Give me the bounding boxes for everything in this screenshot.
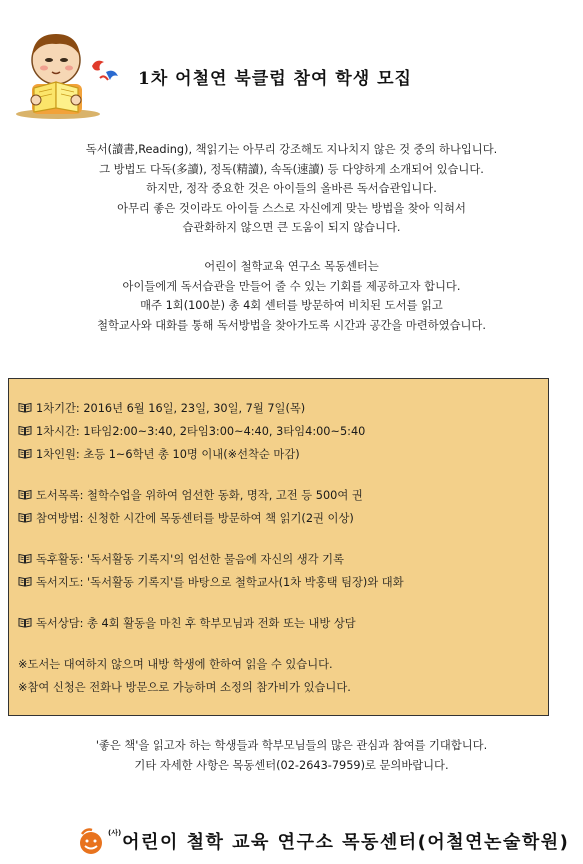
registered-mark: (사) bbox=[108, 829, 122, 837]
intro-line: 독서(讀書,Reading), 책읽기는 아무리 강조해도 지나치지 않은 것 중의 하나입니다. bbox=[85, 143, 498, 156]
intro-line: 아이들에게 독서습관을 만들어 줄 수 있는 기회를 제공하고자 합니다. bbox=[122, 279, 461, 293]
closing-text bbox=[0, 736, 583, 776]
organization-name bbox=[108, 828, 569, 854]
open-book-icon bbox=[18, 512, 32, 523]
closing-line: 기타 자세한 사항은 목동센터(02-2643-7959)로 문의바랍니다. bbox=[134, 759, 449, 772]
open-book-icon bbox=[18, 576, 32, 587]
info-item-guidance bbox=[18, 575, 404, 591]
info-time-text: 1차시간: 1타임2:00~3:40, 2타임3:00~4:40, 3타임4:00~5:40 bbox=[36, 425, 366, 438]
header bbox=[0, 0, 583, 130]
info-guidance-text: 독서지도: '독서활동 기록지'를 바탕으로 철학교사(1차 박홍택 팀장)와 대화 bbox=[36, 576, 404, 589]
info-method-text: 참여방법: 신청한 시간에 목동센터를 방문하여 책 읽기(2권 이상) bbox=[36, 512, 354, 525]
open-book-icon bbox=[18, 617, 32, 628]
open-book-icon bbox=[18, 402, 32, 413]
open-book-icon bbox=[18, 425, 32, 436]
intro-line: 어린이 철학교육 연구소 목동센터는 bbox=[204, 259, 379, 273]
info-booklist-text: 도서목록: 철학수업을 위하여 엄선한 동화, 명작, 고전 등 500여 권 bbox=[36, 489, 363, 502]
info-item-method bbox=[18, 511, 354, 527]
intro-text bbox=[0, 140, 583, 335]
info-period-text: 1차기간: 2016년 6월 16일, 23일, 30일, 7월 7일(목) bbox=[36, 402, 306, 415]
open-book-icon bbox=[18, 553, 32, 564]
info-box bbox=[8, 378, 549, 716]
info-item-booklist bbox=[18, 488, 363, 504]
info-after-activity-text: 독후활동: '독서활동 기록지'의 엄선한 물음에 자신의 생각 기록 bbox=[36, 553, 344, 566]
organization-name-text: 어린이 철학 교육 연구소 목동센터(어철연논술학원) bbox=[122, 832, 570, 853]
info-consult-text: 독서상담: 총 4회 활동을 마친 후 학부모님과 전화 또는 내방 상담 bbox=[36, 617, 356, 630]
info-note: ※참여 신청은 전화나 방문으로 가능하며 소정의 참가비가 있습니다. bbox=[18, 681, 351, 694]
intro-line: 아무리 좋은 것이라도 아이들 스스로 자신에게 맞는 방법을 찾아 익혀서 bbox=[117, 201, 466, 215]
closing-line: '좋은 책'을 읽고자 하는 학생들과 학부모님들의 많은 관심과 참여를 기대합니다. bbox=[95, 739, 488, 752]
paragraph-gap bbox=[0, 238, 583, 257]
intro-line: 습관화하지 않으면 큰 도움이 되지 않습니다. bbox=[182, 221, 401, 235]
info-note: ※도서는 대여하지 않으며 내방 학생에 한하여 읽을 수 있습니다. bbox=[18, 658, 333, 671]
open-book-icon bbox=[18, 448, 32, 459]
intro-line: 매주 1회(100분) 총 4회 센터를 방문하여 비치된 도서를 읽고 bbox=[140, 299, 443, 313]
footer-logo-banner bbox=[76, 820, 570, 860]
info-item-consult bbox=[18, 616, 356, 632]
page-title: 1차 어철연 북클럽 참여 학생 모집 bbox=[138, 69, 412, 89]
info-item-time bbox=[18, 424, 365, 440]
reading-child-icon bbox=[14, 28, 126, 120]
intro-line: 그 방법도 다독(多讀), 정독(精讀), 속독(速讀) 등 다양하게 소개되어 있습니다. bbox=[99, 162, 484, 176]
info-headcount-text: 1차인원: 초등 1~6학년 총 10명 이내(※선착순 마감) bbox=[36, 448, 300, 461]
intro-line: 하지만, 정작 중요한 것은 아이들의 올바른 독서습관입니다. bbox=[146, 182, 437, 196]
open-book-icon bbox=[18, 489, 32, 500]
sun-logo-icon bbox=[76, 826, 106, 856]
intro-line: 철학교사와 대화를 통해 독서방법을 찾아가도록 시간과 공간을 마련하였습니다. bbox=[97, 318, 486, 332]
info-item-after-activity bbox=[18, 552, 344, 568]
info-item-headcount bbox=[18, 447, 300, 463]
info-item-period bbox=[18, 401, 305, 417]
